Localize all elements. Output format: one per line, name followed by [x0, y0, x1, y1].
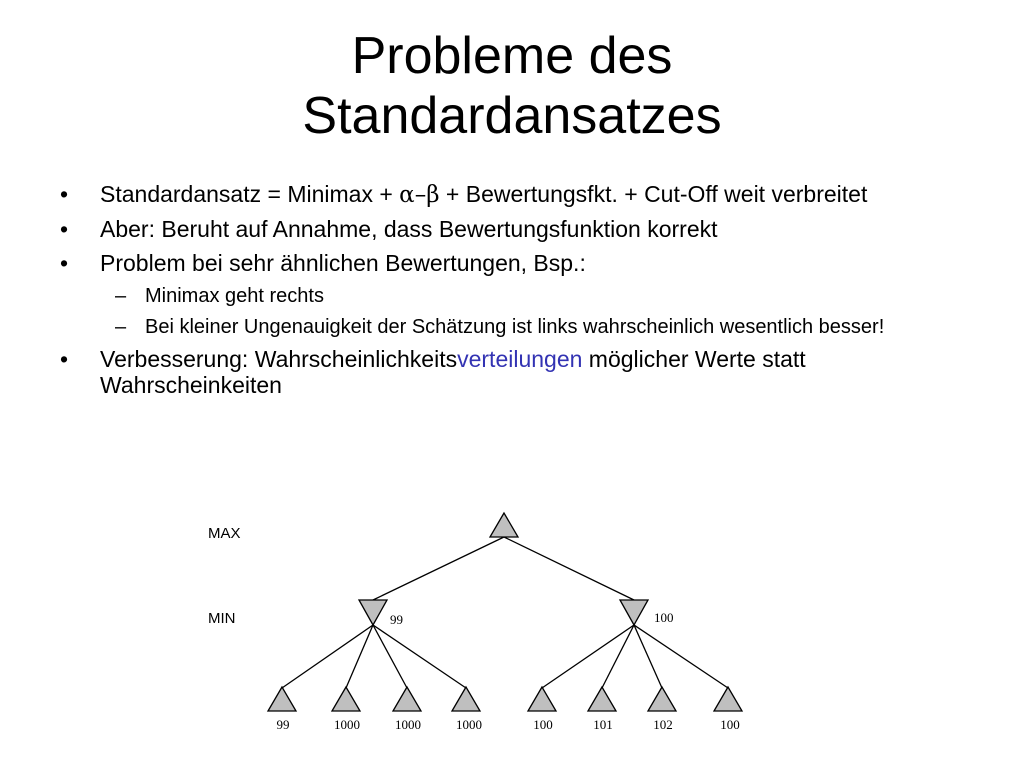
- level-label-max: MAX: [208, 525, 241, 542]
- subbullet-ungenauigkeit-text: Bei kleiner Ungenauigkeit der Schätzung ist links wahrscheinlich wesentlich besser!: [145, 316, 885, 338]
- max-node: [490, 513, 518, 537]
- min-node-left: [359, 600, 387, 625]
- leaf-value: 99: [276, 717, 290, 732]
- bullet-problem-text: Problem bei sehr ähnlichen Bewertungen, Bsp.:: [100, 250, 586, 276]
- leaf-value: 101: [593, 717, 613, 732]
- leaf-node-6: [588, 687, 616, 711]
- bullet-verbesserung-text-pre: Verbesserung: Wahrscheinlichkeits: [100, 346, 458, 372]
- bullet-marker: •: [60, 216, 69, 242]
- leaf-value: 1000: [395, 717, 421, 732]
- slide-title-line-1: Probleme des: [351, 27, 673, 85]
- bullet-marker: •: [60, 250, 69, 276]
- leaf-value: 1000: [334, 717, 360, 732]
- subbullet-marker: –: [115, 316, 127, 338]
- alpha-beta-dash: –: [414, 182, 427, 208]
- edge-min1-leaf4: [373, 625, 466, 688]
- leaf-node-4: [452, 687, 480, 711]
- edge-root-right: [504, 537, 634, 600]
- leaf-value: 1000: [456, 717, 482, 732]
- min-value-left: 99: [390, 612, 403, 627]
- edge-min2-leaf5: [542, 625, 634, 688]
- bullet-standardansatz-text-post: + Bewertungsfkt. + Cut-Off weit verbreitet: [439, 181, 868, 207]
- leaf-values: [277, 717, 740, 732]
- leaf-node-5: [528, 687, 556, 711]
- leaf-value: 102: [653, 717, 673, 732]
- bullet-standardansatz-text-pre: Standardansatz = Minimax +: [100, 181, 400, 207]
- beta-symbol: β: [426, 182, 440, 208]
- subbullet-marker: –: [115, 285, 127, 307]
- leaf-value: 100: [533, 717, 553, 732]
- subbullet-minimax-text: Minimax geht rechts: [145, 285, 324, 307]
- bullet-marker: •: [60, 346, 69, 372]
- slide-title-line-2: Standardansatzes: [302, 87, 722, 145]
- leaf-node-1: [268, 687, 296, 711]
- min-value-right: 100: [654, 610, 674, 625]
- edge-root-left: [373, 537, 504, 600]
- bullet-aber-text: Aber: Beruht auf Annahme, dass Bewertungsfunktion korrekt: [100, 216, 718, 242]
- edge-min2-leaf6: [602, 625, 634, 688]
- level-label-min: MIN: [208, 610, 236, 627]
- min-node-right: [620, 600, 648, 625]
- leaf-node-7: [648, 687, 676, 711]
- leaf-node-3: [393, 687, 421, 711]
- bullet-verbesserung-text-post: möglicher Werte statt Wahrscheinkeiten: [100, 346, 806, 398]
- leaf-node-2: [332, 687, 360, 711]
- edge-min1-leaf3: [373, 625, 407, 688]
- leaf-value: 100: [720, 717, 740, 732]
- alpha-symbol: α: [399, 182, 415, 208]
- leaf-node-8: [714, 687, 742, 711]
- bullet-marker: •: [60, 181, 69, 207]
- highlighted-word: verteilungen: [457, 346, 583, 372]
